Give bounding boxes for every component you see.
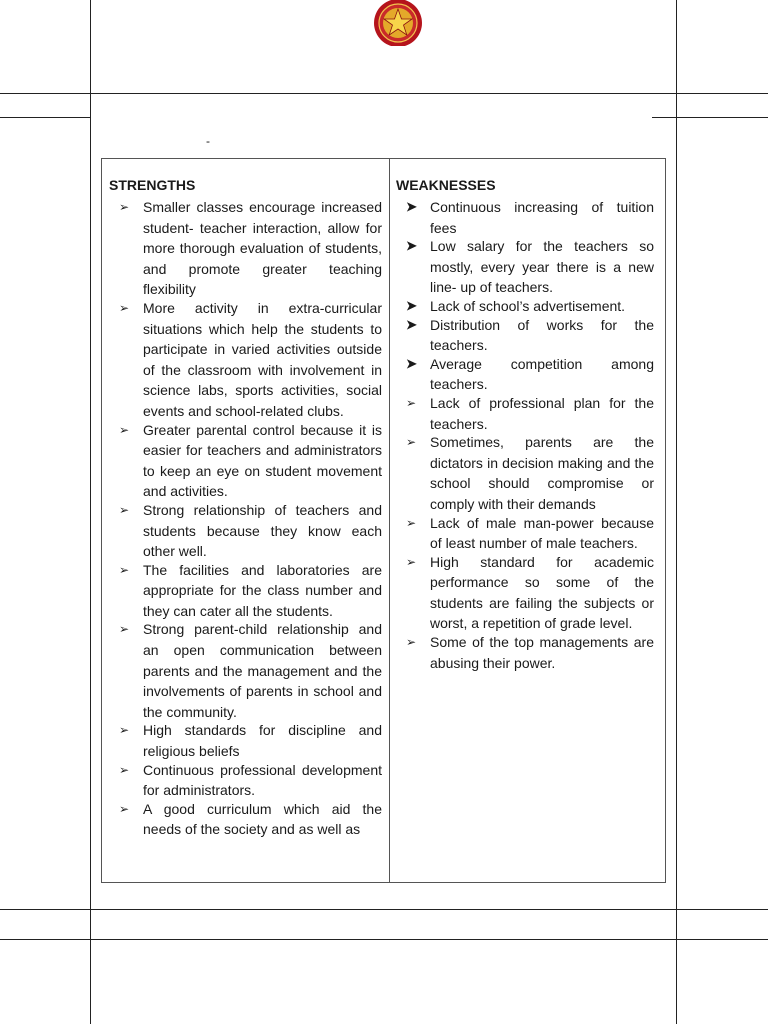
strengths-column (102, 159, 390, 882)
footer-line-bottom (0, 939, 768, 940)
stray-mark: - (206, 134, 210, 148)
swot-table (101, 158, 666, 883)
arrow-bullet-icon: ➢ (406, 515, 417, 530)
header-line-right (652, 117, 768, 118)
list-item: ➤ Low salary for the teachers so mostly, every year there is a new line- up of teachers. (406, 238, 654, 296)
school-seal-logo (370, 0, 426, 46)
list-item: ➤ Lack of school’s advertisement. (396, 296, 654, 317)
list-item: ➢ Strong parent-child relationship and an open communication between parents and the management and the involvements of parents in school and the community. (119, 621, 382, 720)
arrow-bullet-icon: ➢ (119, 622, 130, 637)
arrow-bullet-icon: ➢ (119, 200, 130, 214)
footer-line-top (0, 909, 768, 910)
list-item: ➢ Smaller classes encourage increased student- teacher interaction, allow for more thorough evaluation of students, and promote greater teaching flexibility (119, 199, 382, 298)
list-item: ➢ Continuous professional development for administrators. (119, 761, 382, 799)
arrow-bullet-icon: ➢ (119, 422, 130, 437)
margin-line-right (676, 0, 677, 1024)
list-item: ➤ Distribution of works for the teachers. (406, 316, 654, 354)
list-item: ➢ More activity in extra-curricular situations which help the students to participate in varied activities outside of the classroom with involvement in science labs, sports activities, social events and school-related clubs. (119, 299, 382, 419)
weaknesses-heading: WEAKNESSES (396, 177, 496, 193)
header-line-top (0, 93, 768, 94)
strengths-list (109, 197, 382, 840)
header-line-left (0, 117, 90, 118)
list-item: ➢ A good curriculum which aid the needs of the society and as well as (119, 800, 382, 838)
arrow-bullet-icon: ➢ (119, 300, 130, 315)
arrow-bullet-icon: ➢ (406, 635, 417, 650)
arrow-bullet-icon: ➢ (119, 562, 130, 577)
solid-arrow-bullet-icon: ➤ (406, 238, 417, 254)
arrow-bullet-icon: ➢ (406, 554, 417, 569)
arrow-bullet-icon: ➢ (406, 395, 417, 410)
arrow-bullet-icon: ➢ (406, 435, 417, 450)
list-item: ➤ Average competition among teachers. (406, 355, 654, 393)
list-item: ➤ Continuous increasing of tuition fees (406, 199, 654, 236)
list-item: ➢ Sometimes, parents are the dictators in decision making and the school should compromise or comply with their demands (406, 434, 654, 512)
arrow-bullet-icon: ➢ (119, 762, 130, 777)
weaknesses-column (390, 159, 665, 882)
weaknesses-list (396, 197, 654, 673)
list-item: ➢ Lack of male man-power because of least number of male teachers. (406, 514, 654, 552)
list-item: ➢ Greater parental control because it is easier for teachers and administrators to keep an eye on student movement and activities. (119, 421, 382, 500)
list-item: ➢ Lack of professional plan for the teachers. (406, 394, 654, 432)
list-item: ➢ High standards for discipline and religious beliefs (119, 722, 382, 760)
arrow-bullet-icon: ➢ (119, 502, 130, 517)
margin-line-left (90, 0, 91, 1024)
solid-arrow-bullet-icon: ➤ (406, 199, 417, 214)
list-item: ➢ Some of the top managements are abusing their power. (406, 634, 654, 671)
arrow-bullet-icon: ➢ (119, 723, 130, 738)
arrow-bullet-icon: ➢ (119, 801, 130, 816)
list-item: ➢ The facilities and laboratories are appropriate for the class number and they can cater all the students. (119, 561, 382, 619)
solid-arrow-bullet-icon: ➤ (406, 355, 417, 371)
solid-arrow-bullet-icon: ➤ (406, 297, 417, 313)
strengths-heading: STRENGTHS (109, 177, 196, 193)
solid-arrow-bullet-icon: ➤ (406, 316, 417, 332)
list-item: ➢ Strong relationship of teachers and students because they know each other well. (119, 501, 382, 560)
list-item: ➢ High standard for academic performance so some of the students are failing the subjects or worst, a repetition of grade level. (406, 553, 654, 632)
